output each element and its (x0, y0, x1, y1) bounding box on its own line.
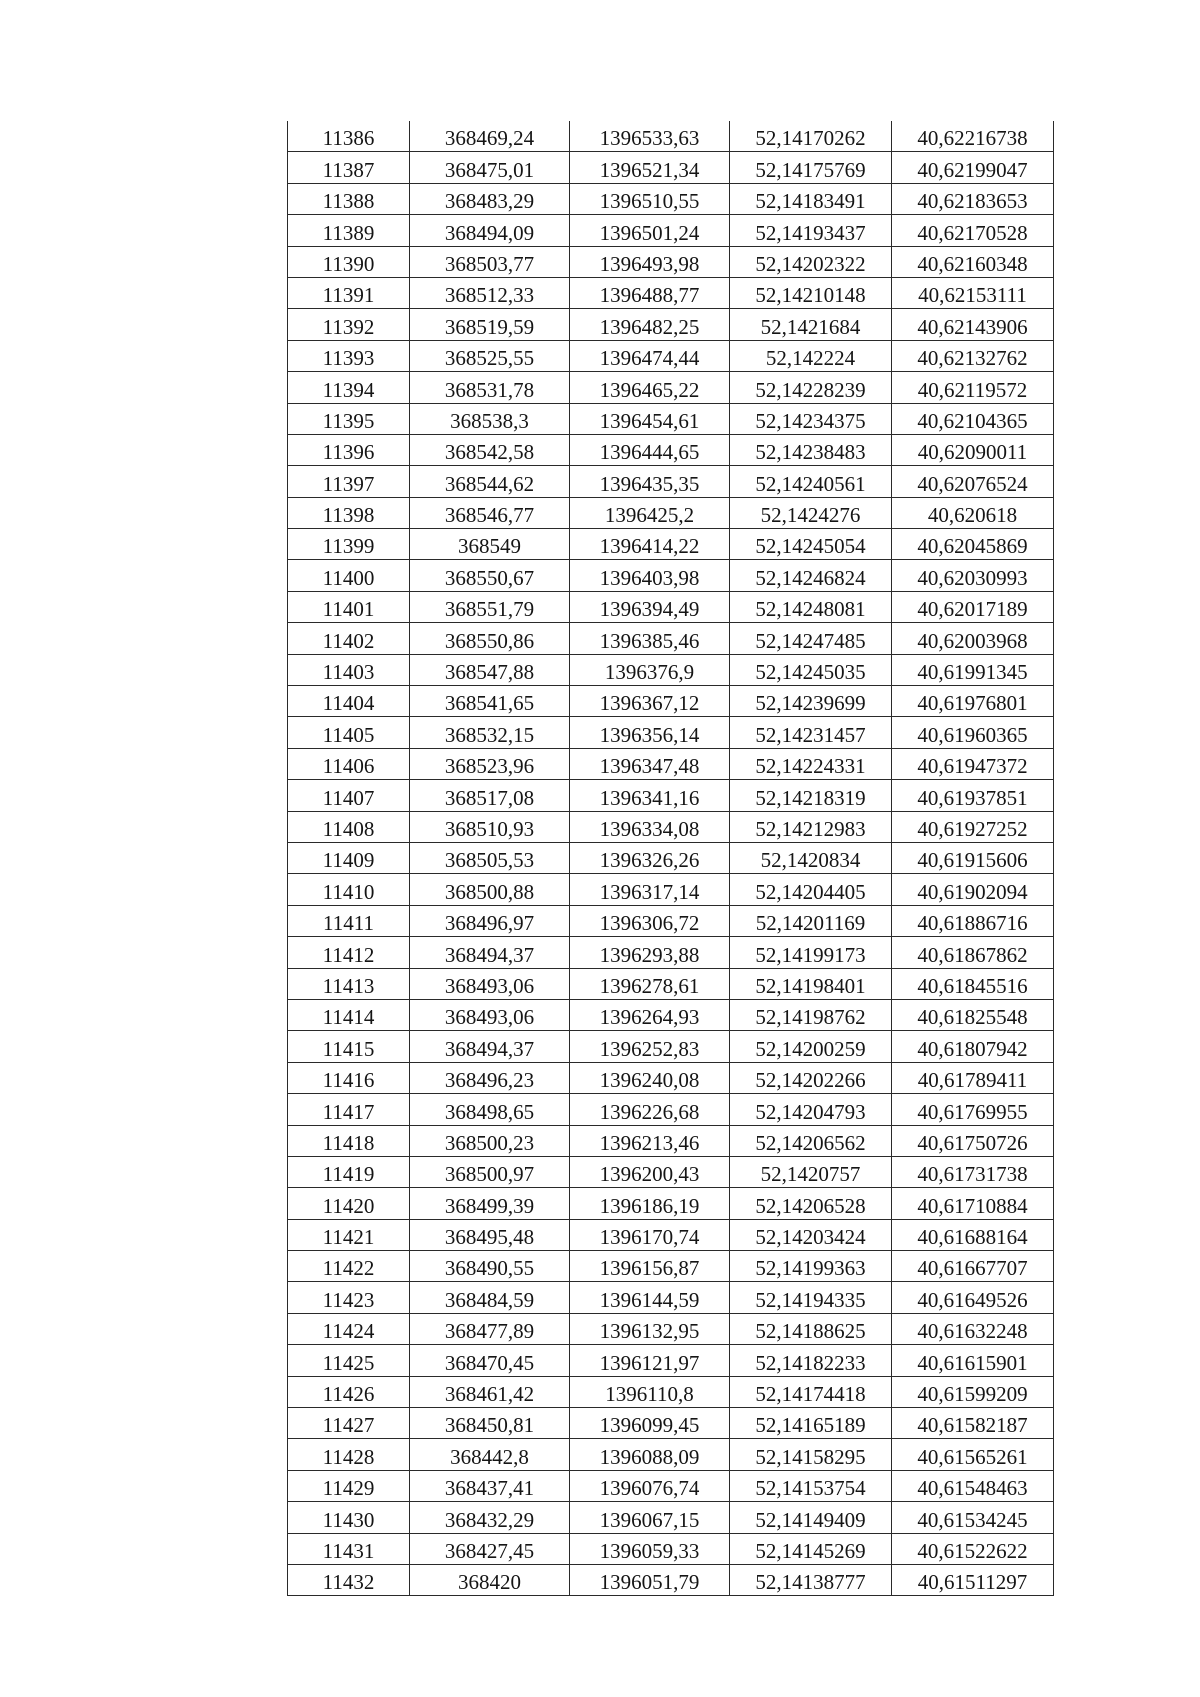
y-coordinate-cell: 1396533,63 (570, 121, 730, 152)
longitude-cell: 40,61649526 (892, 1282, 1054, 1313)
point-number-cell: 11402 (288, 623, 410, 654)
x-coordinate-cell: 368490,55 (410, 1251, 570, 1282)
latitude-cell: 52,14198762 (730, 999, 892, 1030)
table-row (288, 434, 1054, 465)
longitude-cell: 40,61710884 (892, 1188, 1054, 1219)
latitude-cell: 52,14193437 (730, 215, 892, 246)
y-coordinate-cell: 1396170,74 (570, 1219, 730, 1250)
latitude-cell: 52,14206562 (730, 1125, 892, 1156)
longitude-cell: 40,62216738 (892, 121, 1054, 152)
y-coordinate-cell: 1396067,15 (570, 1502, 730, 1533)
y-coordinate-cell: 1396482,25 (570, 309, 730, 340)
y-coordinate-cell: 1396099,45 (570, 1408, 730, 1439)
table-row (288, 1564, 1054, 1595)
table-row (288, 1345, 1054, 1376)
longitude-cell: 40,62132762 (892, 340, 1054, 371)
longitude-cell: 40,62119572 (892, 372, 1054, 403)
longitude-cell: 40,62170528 (892, 215, 1054, 246)
latitude-cell: 52,14206528 (730, 1188, 892, 1219)
y-coordinate-cell: 1396264,93 (570, 999, 730, 1030)
point-number-cell: 11388 (288, 183, 410, 214)
y-coordinate-cell: 1396334,08 (570, 811, 730, 842)
x-coordinate-cell: 368550,67 (410, 560, 570, 591)
latitude-cell: 52,14188625 (730, 1313, 892, 1344)
x-coordinate-cell: 368546,77 (410, 497, 570, 528)
table-row (288, 1031, 1054, 1062)
x-coordinate-cell: 368499,39 (410, 1188, 570, 1219)
table-row (288, 1062, 1054, 1093)
latitude-cell: 52,14239699 (730, 686, 892, 717)
longitude-cell: 40,62017189 (892, 591, 1054, 622)
y-coordinate-cell: 1396394,49 (570, 591, 730, 622)
y-coordinate-cell: 1396293,88 (570, 937, 730, 968)
latitude-cell: 52,1420834 (730, 842, 892, 873)
y-coordinate-cell: 1396493,98 (570, 246, 730, 277)
point-number-cell: 11400 (288, 560, 410, 591)
x-coordinate-cell: 368503,77 (410, 246, 570, 277)
table-row (288, 1502, 1054, 1533)
longitude-cell: 40,62104365 (892, 403, 1054, 434)
longitude-cell: 40,61667707 (892, 1251, 1054, 1282)
longitude-cell: 40,61937851 (892, 780, 1054, 811)
latitude-cell: 52,14202266 (730, 1062, 892, 1093)
point-number-cell: 11426 (288, 1376, 410, 1407)
x-coordinate-cell: 368437,41 (410, 1470, 570, 1501)
y-coordinate-cell: 1396240,08 (570, 1062, 730, 1093)
point-number-cell: 11394 (288, 372, 410, 403)
table-row (288, 717, 1054, 748)
latitude-cell: 52,14234375 (730, 403, 892, 434)
latitude-cell: 52,14245035 (730, 654, 892, 685)
y-coordinate-cell: 1396356,14 (570, 717, 730, 748)
table-row (288, 1313, 1054, 1344)
y-coordinate-cell: 1396144,59 (570, 1282, 730, 1313)
table-row (288, 591, 1054, 622)
table-row (288, 466, 1054, 497)
latitude-cell: 52,1420757 (730, 1156, 892, 1187)
table-row (288, 1282, 1054, 1313)
longitude-cell: 40,61632248 (892, 1313, 1054, 1344)
longitude-cell: 40,61731738 (892, 1156, 1054, 1187)
table-row (288, 811, 1054, 842)
latitude-cell: 52,14204793 (730, 1094, 892, 1125)
x-coordinate-cell: 368549 (410, 529, 570, 560)
table-row (288, 403, 1054, 434)
table-row (288, 497, 1054, 528)
latitude-cell: 52,14201169 (730, 905, 892, 936)
point-number-cell: 11430 (288, 1502, 410, 1533)
latitude-cell: 52,14170262 (730, 121, 892, 152)
x-coordinate-cell: 368505,53 (410, 842, 570, 873)
y-coordinate-cell: 1396474,44 (570, 340, 730, 371)
longitude-cell: 40,61902094 (892, 874, 1054, 905)
point-number-cell: 11401 (288, 591, 410, 622)
latitude-cell: 52,14165189 (730, 1408, 892, 1439)
point-number-cell: 11407 (288, 780, 410, 811)
longitude-cell: 40,61825548 (892, 999, 1054, 1030)
latitude-cell: 52,14138777 (730, 1564, 892, 1595)
y-coordinate-cell: 1396317,14 (570, 874, 730, 905)
point-number-cell: 11404 (288, 686, 410, 717)
latitude-cell: 52,14199173 (730, 937, 892, 968)
latitude-cell: 52,14194335 (730, 1282, 892, 1313)
latitude-cell: 52,14248081 (730, 591, 892, 622)
x-coordinate-cell: 368519,59 (410, 309, 570, 340)
y-coordinate-cell: 1396186,19 (570, 1188, 730, 1219)
longitude-cell: 40,62090011 (892, 434, 1054, 465)
coordinates-table (287, 121, 1054, 1596)
x-coordinate-cell: 368510,93 (410, 811, 570, 842)
x-coordinate-cell: 368538,3 (410, 403, 570, 434)
x-coordinate-cell: 368523,96 (410, 748, 570, 779)
y-coordinate-cell: 1396347,48 (570, 748, 730, 779)
longitude-cell: 40,61886716 (892, 905, 1054, 936)
table-row (288, 1188, 1054, 1219)
point-number-cell: 11392 (288, 309, 410, 340)
x-coordinate-cell: 368494,37 (410, 937, 570, 968)
y-coordinate-cell: 1396465,22 (570, 372, 730, 403)
y-coordinate-cell: 1396341,16 (570, 780, 730, 811)
table-row (288, 1439, 1054, 1470)
x-coordinate-cell: 368461,42 (410, 1376, 570, 1407)
point-number-cell: 11409 (288, 842, 410, 873)
longitude-cell: 40,61915606 (892, 842, 1054, 873)
latitude-cell: 52,14153754 (730, 1470, 892, 1501)
y-coordinate-cell: 1396278,61 (570, 968, 730, 999)
latitude-cell: 52,14158295 (730, 1439, 892, 1470)
y-coordinate-cell: 1396326,26 (570, 842, 730, 873)
x-coordinate-cell: 368493,06 (410, 999, 570, 1030)
point-number-cell: 11420 (288, 1188, 410, 1219)
table-row (288, 937, 1054, 968)
table-row (288, 874, 1054, 905)
point-number-cell: 11396 (288, 434, 410, 465)
table-row (288, 842, 1054, 873)
latitude-cell: 52,14199363 (730, 1251, 892, 1282)
x-coordinate-cell: 368484,59 (410, 1282, 570, 1313)
table-row (288, 686, 1054, 717)
y-coordinate-cell: 1396156,87 (570, 1251, 730, 1282)
point-number-cell: 11395 (288, 403, 410, 434)
x-coordinate-cell: 368494,37 (410, 1031, 570, 1062)
longitude-cell: 40,61534245 (892, 1502, 1054, 1533)
table-row (288, 968, 1054, 999)
latitude-cell: 52,1424276 (730, 497, 892, 528)
point-number-cell: 11412 (288, 937, 410, 968)
point-number-cell: 11393 (288, 340, 410, 371)
longitude-cell: 40,61960365 (892, 717, 1054, 748)
table-row (288, 654, 1054, 685)
longitude-cell: 40,61867862 (892, 937, 1054, 968)
x-coordinate-cell: 368500,88 (410, 874, 570, 905)
x-coordinate-cell: 368541,65 (410, 686, 570, 717)
coordinates-table-body (288, 121, 1054, 1596)
latitude-cell: 52,14200259 (730, 1031, 892, 1062)
table-row (288, 246, 1054, 277)
longitude-cell: 40,62045869 (892, 529, 1054, 560)
latitude-cell: 52,14245054 (730, 529, 892, 560)
point-number-cell: 11414 (288, 999, 410, 1030)
y-coordinate-cell: 1396521,34 (570, 152, 730, 183)
y-coordinate-cell: 1396110,8 (570, 1376, 730, 1407)
x-coordinate-cell: 368542,58 (410, 434, 570, 465)
x-coordinate-cell: 368495,48 (410, 1219, 570, 1250)
table-row (288, 152, 1054, 183)
y-coordinate-cell: 1396252,83 (570, 1031, 730, 1062)
y-coordinate-cell: 1396200,43 (570, 1156, 730, 1187)
table-row (288, 529, 1054, 560)
y-coordinate-cell: 1396510,55 (570, 183, 730, 214)
y-coordinate-cell: 1396425,2 (570, 497, 730, 528)
longitude-cell: 40,61807942 (892, 1031, 1054, 1062)
longitude-cell: 40,61582187 (892, 1408, 1054, 1439)
longitude-cell: 40,62003968 (892, 623, 1054, 654)
x-coordinate-cell: 368531,78 (410, 372, 570, 403)
x-coordinate-cell: 368470,45 (410, 1345, 570, 1376)
latitude-cell: 52,14238483 (730, 434, 892, 465)
y-coordinate-cell: 1396444,65 (570, 434, 730, 465)
latitude-cell: 52,14246824 (730, 560, 892, 591)
table-row (288, 1219, 1054, 1250)
point-number-cell: 11417 (288, 1094, 410, 1125)
longitude-cell: 40,61599209 (892, 1376, 1054, 1407)
x-coordinate-cell: 368483,29 (410, 183, 570, 214)
table-row (288, 748, 1054, 779)
x-coordinate-cell: 368517,08 (410, 780, 570, 811)
table-row (288, 1156, 1054, 1187)
point-number-cell: 11424 (288, 1313, 410, 1344)
latitude-cell: 52,142224 (730, 340, 892, 371)
y-coordinate-cell: 1396367,12 (570, 686, 730, 717)
longitude-cell: 40,61789411 (892, 1062, 1054, 1093)
table-row (288, 1470, 1054, 1501)
table-row (288, 1533, 1054, 1564)
point-number-cell: 11431 (288, 1533, 410, 1564)
y-coordinate-cell: 1396306,72 (570, 905, 730, 936)
point-number-cell: 11403 (288, 654, 410, 685)
longitude-cell: 40,620618 (892, 497, 1054, 528)
point-number-cell: 11413 (288, 968, 410, 999)
x-coordinate-cell: 368450,81 (410, 1408, 570, 1439)
y-coordinate-cell: 1396226,68 (570, 1094, 730, 1125)
longitude-cell: 40,62160348 (892, 246, 1054, 277)
point-number-cell: 11386 (288, 121, 410, 152)
table-row (288, 623, 1054, 654)
longitude-cell: 40,61615901 (892, 1345, 1054, 1376)
longitude-cell: 40,61947372 (892, 748, 1054, 779)
longitude-cell: 40,62030993 (892, 560, 1054, 591)
x-coordinate-cell: 368420 (410, 1564, 570, 1595)
x-coordinate-cell: 368494,09 (410, 215, 570, 246)
x-coordinate-cell: 368550,86 (410, 623, 570, 654)
latitude-cell: 52,14182233 (730, 1345, 892, 1376)
x-coordinate-cell: 368544,62 (410, 466, 570, 497)
longitude-cell: 40,62199047 (892, 152, 1054, 183)
latitude-cell: 52,14149409 (730, 1502, 892, 1533)
point-number-cell: 11421 (288, 1219, 410, 1250)
table-row (288, 340, 1054, 371)
latitude-cell: 52,14224331 (730, 748, 892, 779)
latitude-cell: 52,14175769 (730, 152, 892, 183)
table-row (288, 999, 1054, 1030)
longitude-cell: 40,61688164 (892, 1219, 1054, 1250)
x-coordinate-cell: 368498,65 (410, 1094, 570, 1125)
x-coordinate-cell: 368496,97 (410, 905, 570, 936)
longitude-cell: 40,61769955 (892, 1094, 1054, 1125)
point-number-cell: 11429 (288, 1470, 410, 1501)
point-number-cell: 11408 (288, 811, 410, 842)
x-coordinate-cell: 368500,23 (410, 1125, 570, 1156)
point-number-cell: 11387 (288, 152, 410, 183)
table-row (288, 121, 1054, 152)
longitude-cell: 40,61991345 (892, 654, 1054, 685)
longitude-cell: 40,62183653 (892, 183, 1054, 214)
y-coordinate-cell: 1396435,35 (570, 466, 730, 497)
table-row (288, 780, 1054, 811)
longitude-cell: 40,62143906 (892, 309, 1054, 340)
latitude-cell: 52,14183491 (730, 183, 892, 214)
x-coordinate-cell: 368500,97 (410, 1156, 570, 1187)
y-coordinate-cell: 1396501,24 (570, 215, 730, 246)
y-coordinate-cell: 1396414,22 (570, 529, 730, 560)
point-number-cell: 11416 (288, 1062, 410, 1093)
latitude-cell: 52,14231457 (730, 717, 892, 748)
longitude-cell: 40,61750726 (892, 1125, 1054, 1156)
x-coordinate-cell: 368493,06 (410, 968, 570, 999)
point-number-cell: 11390 (288, 246, 410, 277)
latitude-cell: 52,14202322 (730, 246, 892, 277)
point-number-cell: 11398 (288, 497, 410, 528)
point-number-cell: 11419 (288, 1156, 410, 1187)
y-coordinate-cell: 1396488,77 (570, 277, 730, 308)
point-number-cell: 11389 (288, 215, 410, 246)
y-coordinate-cell: 1396076,74 (570, 1470, 730, 1501)
point-number-cell: 11432 (288, 1564, 410, 1595)
x-coordinate-cell: 368432,29 (410, 1502, 570, 1533)
y-coordinate-cell: 1396059,33 (570, 1533, 730, 1564)
x-coordinate-cell: 368525,55 (410, 340, 570, 371)
point-number-cell: 11422 (288, 1251, 410, 1282)
table-row (288, 560, 1054, 591)
longitude-cell: 40,61976801 (892, 686, 1054, 717)
longitude-cell: 40,61511297 (892, 1564, 1054, 1595)
point-number-cell: 11425 (288, 1345, 410, 1376)
y-coordinate-cell: 1396454,61 (570, 403, 730, 434)
y-coordinate-cell: 1396376,9 (570, 654, 730, 685)
longitude-cell: 40,61522622 (892, 1533, 1054, 1564)
y-coordinate-cell: 1396132,95 (570, 1313, 730, 1344)
point-number-cell: 11423 (288, 1282, 410, 1313)
point-number-cell: 11410 (288, 874, 410, 905)
latitude-cell: 52,14198401 (730, 968, 892, 999)
y-coordinate-cell: 1396385,46 (570, 623, 730, 654)
latitude-cell: 52,14212983 (730, 811, 892, 842)
latitude-cell: 52,14218319 (730, 780, 892, 811)
point-number-cell: 11399 (288, 529, 410, 560)
x-coordinate-cell: 368477,89 (410, 1313, 570, 1344)
longitude-cell: 40,61565261 (892, 1439, 1054, 1470)
point-number-cell: 11406 (288, 748, 410, 779)
point-number-cell: 11405 (288, 717, 410, 748)
table-row (288, 1376, 1054, 1407)
x-coordinate-cell: 368547,88 (410, 654, 570, 685)
x-coordinate-cell: 368442,8 (410, 1439, 570, 1470)
point-number-cell: 11391 (288, 277, 410, 308)
x-coordinate-cell: 368532,15 (410, 717, 570, 748)
point-number-cell: 11415 (288, 1031, 410, 1062)
y-coordinate-cell: 1396403,98 (570, 560, 730, 591)
x-coordinate-cell: 368551,79 (410, 591, 570, 622)
point-number-cell: 11418 (288, 1125, 410, 1156)
table-row (288, 1094, 1054, 1125)
latitude-cell: 52,14247485 (730, 623, 892, 654)
x-coordinate-cell: 368469,24 (410, 121, 570, 152)
longitude-cell: 40,62076524 (892, 466, 1054, 497)
point-number-cell: 11411 (288, 905, 410, 936)
longitude-cell: 40,61845516 (892, 968, 1054, 999)
y-coordinate-cell: 1396051,79 (570, 1564, 730, 1595)
longitude-cell: 40,61548463 (892, 1470, 1054, 1501)
latitude-cell: 52,14174418 (730, 1376, 892, 1407)
latitude-cell: 52,14204405 (730, 874, 892, 905)
point-number-cell: 11397 (288, 466, 410, 497)
latitude-cell: 52,14240561 (730, 466, 892, 497)
y-coordinate-cell: 1396121,97 (570, 1345, 730, 1376)
y-coordinate-cell: 1396088,09 (570, 1439, 730, 1470)
table-row (288, 1251, 1054, 1282)
table-row (288, 277, 1054, 308)
latitude-cell: 52,14145269 (730, 1533, 892, 1564)
x-coordinate-cell: 368475,01 (410, 152, 570, 183)
x-coordinate-cell: 368496,23 (410, 1062, 570, 1093)
latitude-cell: 52,14228239 (730, 372, 892, 403)
table-row (288, 309, 1054, 340)
y-coordinate-cell: 1396213,46 (570, 1125, 730, 1156)
point-number-cell: 11428 (288, 1439, 410, 1470)
longitude-cell: 40,61927252 (892, 811, 1054, 842)
x-coordinate-cell: 368512,33 (410, 277, 570, 308)
point-number-cell: 11427 (288, 1408, 410, 1439)
table-row (288, 1125, 1054, 1156)
table-row (288, 1408, 1054, 1439)
longitude-cell: 40,62153111 (892, 277, 1054, 308)
latitude-cell: 52,1421684 (730, 309, 892, 340)
table-row (288, 183, 1054, 214)
table-row (288, 372, 1054, 403)
table-row (288, 215, 1054, 246)
table-row (288, 905, 1054, 936)
latitude-cell: 52,14210148 (730, 277, 892, 308)
latitude-cell: 52,14203424 (730, 1219, 892, 1250)
x-coordinate-cell: 368427,45 (410, 1533, 570, 1564)
